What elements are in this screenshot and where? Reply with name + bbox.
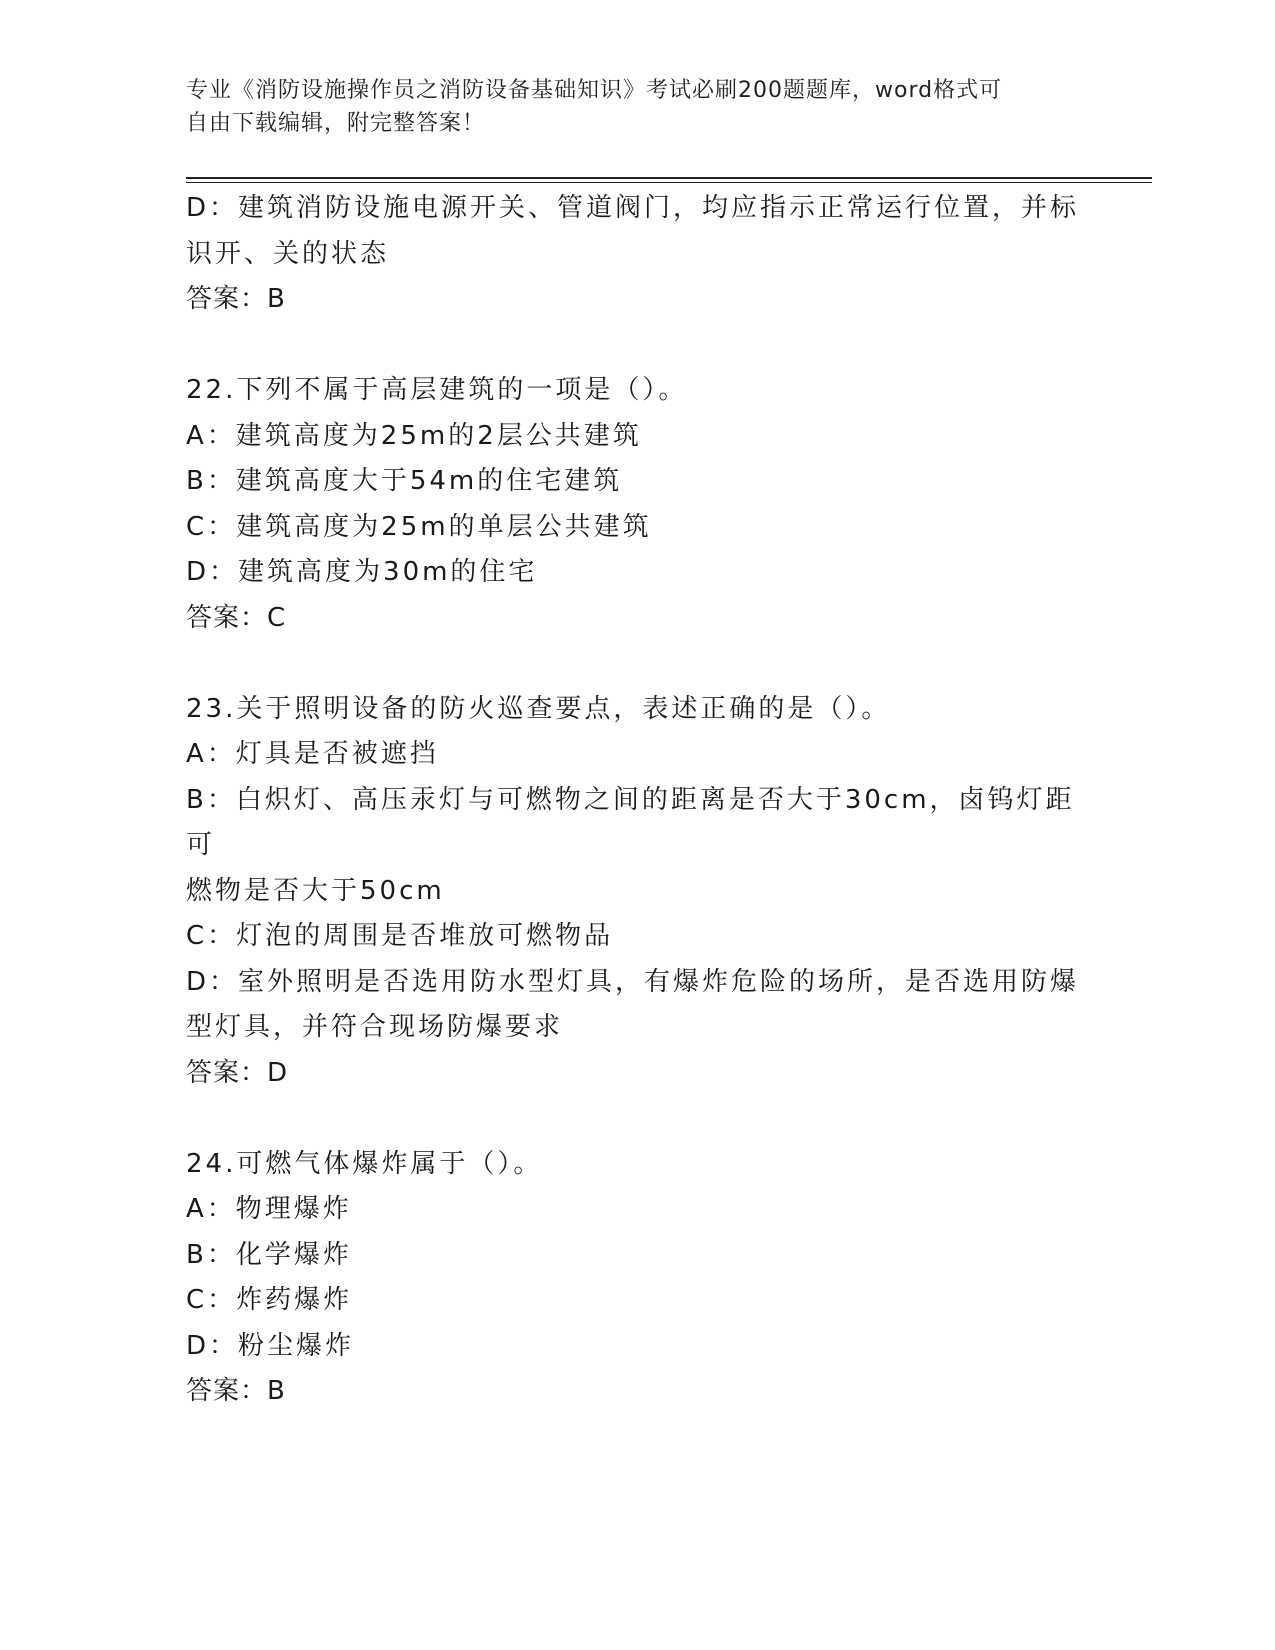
header-divider [186,177,1152,183]
header-line-2: 自由下载编辑，附完整答案！ [186,111,486,136]
option-c: C：建筑高度为25m的单层公共建筑 [186,511,652,542]
question-stem: 22.下列不属于高层建筑的一项是（）。 [186,375,688,405]
header-line-1: 专业《消防设施操作员之消防设备基础知识》考试必刷200题题库，word格式可 [186,78,1003,103]
option-d-line-2: 型灯具，并符合现场防爆要求 [186,1012,564,1042]
option-d-line-1: D：建筑消防设施电源开关、管道阀门，均应指示正常运行位置，并标 [186,193,1080,223]
answer: 答案：C [186,602,287,633]
question-22 [186,368,1086,641]
option-d-line-1: D：室外照明是否选用防水型灯具，有爆炸危险的场所，是否选用防爆 [186,966,1080,997]
option-a: A：灯具是否被遮挡 [186,739,439,769]
question-24 [186,1142,1086,1415]
option-b: B：化学爆炸 [186,1239,352,1270]
option-a: A：物理爆炸 [186,1194,352,1224]
option-c: C：灯泡的周围是否堆放可燃物品 [186,921,614,951]
option-d: D：粉尘爆炸 [186,1330,355,1361]
option-a: A：建筑高度为25m的2层公共建筑 [186,420,642,451]
spacer [186,323,1086,369]
answer: 答案：B [186,1376,286,1406]
option-d-line-2: 识开、关的状态 [186,238,390,269]
answer: 答案：B [186,284,286,314]
previous-question-tail [186,186,1086,323]
question-stem: 23.关于照明设备的防火巡查要点，表述正确的是（）。 [186,693,891,724]
option-b-line-1: B：白炽灯、高压汞灯与可燃物之间的距离是否大于30cm，卤钨灯距可 [186,784,1075,860]
question-content [186,186,1086,1415]
option-d: D：建筑高度为30m的住宅 [186,557,538,587]
page-header [186,74,1066,140]
option-b: B：建筑高度大于54m的住宅建筑 [186,466,623,496]
spacer [186,641,1086,687]
spacer [186,1096,1086,1142]
question-stem: 24.可燃气体爆炸属于（）。 [186,1148,543,1179]
option-b-line-2: 燃物是否大于50cm [186,875,445,906]
option-c: C：炸药爆炸 [186,1285,353,1315]
question-23 [186,687,1086,1097]
answer: 答案：D [186,1057,289,1088]
